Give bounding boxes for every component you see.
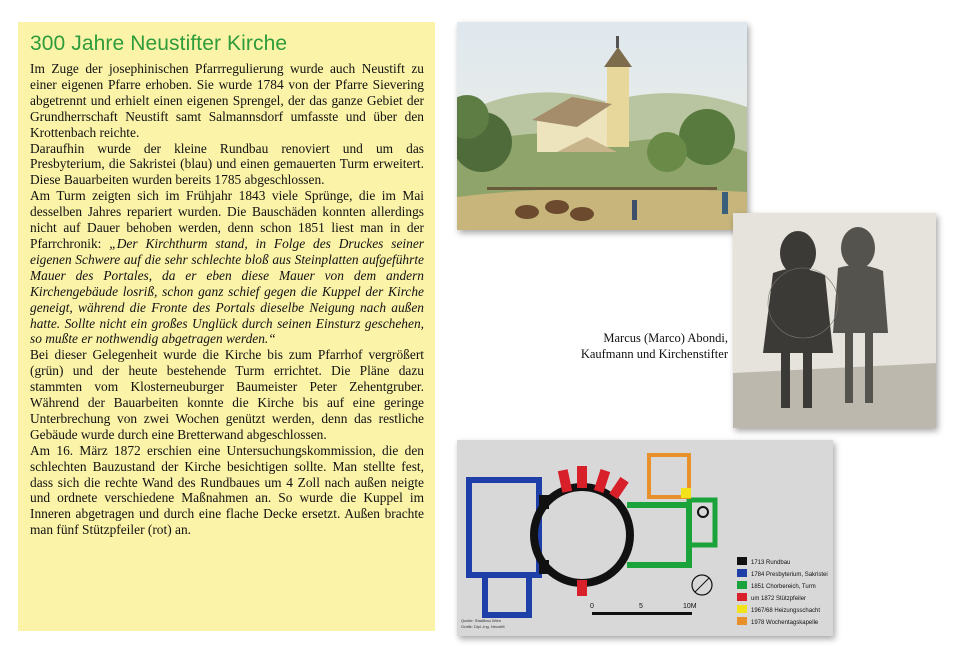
svg-text:1978 Wochentagskapelle: 1978 Wochentagskapelle <box>751 620 819 626</box>
svg-text:um 1872 Stützpfeiler: um 1872 Stützpfeiler <box>751 596 807 602</box>
paragraph-3 <box>30 188 424 347</box>
heating-shaft-plan <box>681 488 691 498</box>
abondi-engraving <box>733 213 936 428</box>
paragraph-3-text: Am Turm zeigten sich im Frühjahr 1843 viele Sprünge, die im Mai desselben Jahres repariert wurden. Die Bauschäden konnten allerdings nicht auf Dauer behoben werden, denn schon 1851 liest man in der Pfarrchronik: <box>30 188 424 251</box>
article-body <box>30 61 424 538</box>
paragraph-5: Am 16. März 1872 erschien eine Untersuchungskommission, die den schlechten Bauzustand der Kirche besichtigen sollte. Man stellte fest, dass sich die rechte Wand des Rundbaues um 4 Zoll nach außen neigte und ordnete verschiedene Maßnahmen an. So wurde die Kuppel im Inneren abgetragen und durch eine flache Decke ersetzt. Außen brachte man fünf Stützpfeiler (rot) an. <box>30 442 424 538</box>
paragraph-4: Bei dieser Gelegenheit wurde die Kirche bis zum Pfarrhof vergrößert (grün) und der heute bestehende Turm errichtet. Die Pläne dazu stammten vom Klosterneuburger Baumeister Peter Zehentgruber. Während der Bauarbeiten konnte die Kirche bis auf eine geringe Unterbrechung von zwei Wochen genützt werden, denn das restliche Gebäude wurde durch eine Bretterwand abgeschlossen. <box>30 347 424 442</box>
svg-text:1851 Chorbereich, Turm: 1851 Chorbereich, Turm <box>751 584 816 590</box>
caption-line-2: Kaufmann und Kirchenstifter <box>580 347 728 361</box>
svg-text:1967/68 Heizungsschacht: 1967/68 Heizungsschacht <box>751 608 821 614</box>
source-note-2: Grafik: Dipl.-Ing. Neustift <box>461 624 505 629</box>
svg-text:1784 Presbyterium, Sakristei: 1784 Presbyterium, Sakristei <box>751 572 828 578</box>
scale-label-0: 0 <box>590 603 594 610</box>
paragraph-2: Daraufhin wurde der kleine Rundbau renoviert und um das Presbyterium, die Sakristei (blau) und einen gemauerten Turm erweitert. Diese Bauarbeiten wurden bereits 1785 abgeschlossen. <box>30 140 424 188</box>
engraving-caption <box>540 330 728 362</box>
church-village-painting <box>457 22 747 230</box>
chronicle-quote: „Der Kirchthurm stand, in Folge des Druckes seiner eigenen Schwere auf die sehr schlechte bloß aus Steinplatten aufgeführte Mauer des Portales, da er eben diese Mauer von dem andern Kirchengebäude losriß, schon ganz schief gegen die Kuppel der Kirche geneigt, während die Fronte des Portals dieselbe Neigung nach außen hatte. Sollte nicht ein großes Unglück durch seinen Einsturz geschehen, so mußte er nothwendig abgetragen werden.“ <box>30 235 424 347</box>
scale-label-10: 10M <box>683 603 697 610</box>
svg-text:1713 Rundbau: 1713 Rundbau <box>751 560 791 566</box>
page-title: 300 Jahre Neustifter Kirche <box>30 32 288 55</box>
church-floor-plan <box>457 440 833 636</box>
paragraph-1: Im Zuge der josephinischen Pfarrregulierung wurde auch Neustift zu einer eigenen Pfarre erhoben. Sie wurde 1784 von der Pfarre Sievering abgetrennt und erhielt einen eigenen Sprengel, der das ganze Gebiet der Grundherrschaft Neustift samt Salmannsdorf umfasste und über den Krottenbach reichte. <box>30 61 424 140</box>
scale-label-5: 5 <box>639 603 643 610</box>
source-note-1: Quelle: Stadtbau Wien <box>461 618 502 623</box>
caption-line-1: Marcus (Marco) Abondi, <box>603 331 728 345</box>
